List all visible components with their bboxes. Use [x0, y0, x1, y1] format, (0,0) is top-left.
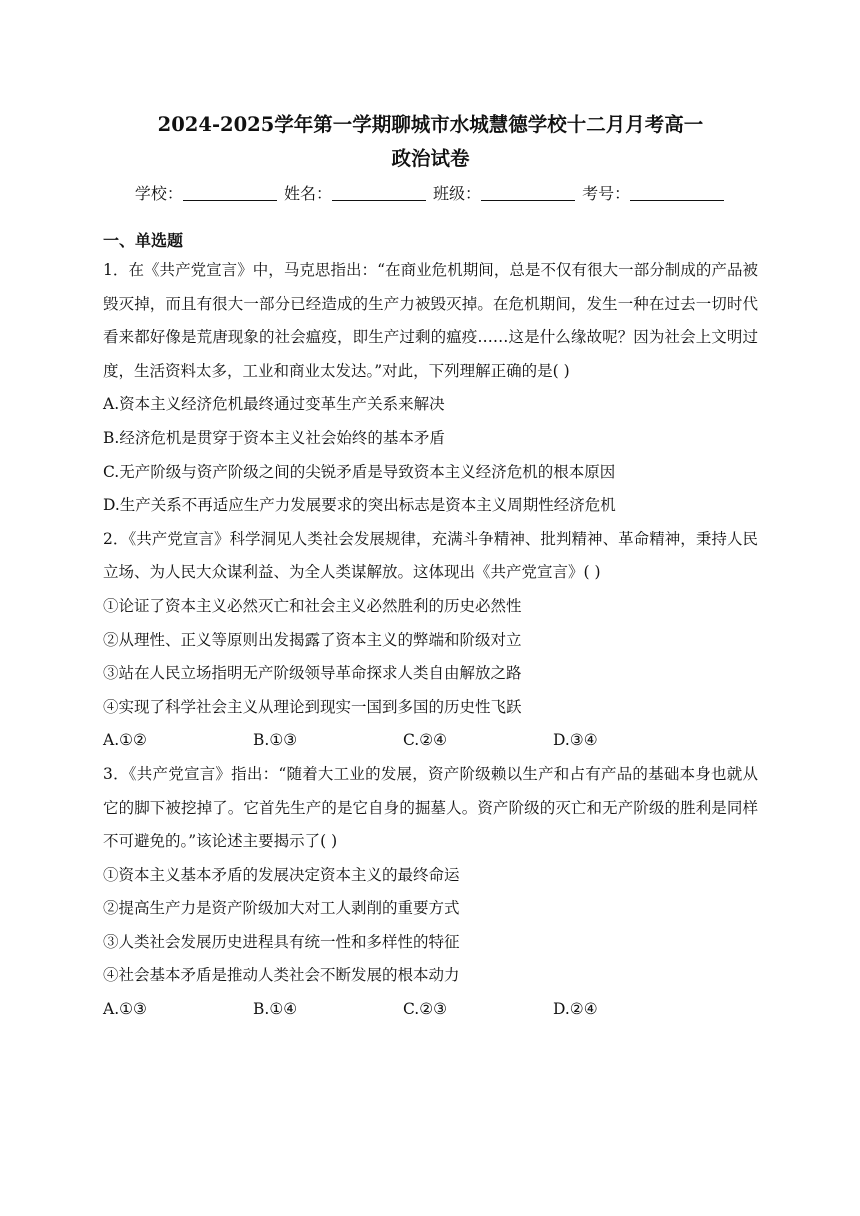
- student-info-line: [103, 180, 758, 208]
- question-3: [103, 758, 758, 1027]
- question-2-option-a[interactable]: A.①②: [103, 731, 147, 750]
- question-3-statement-4: ④社会基本矛盾是推动人类社会不断发展的根本动力: [103, 966, 460, 985]
- question-2-option-d[interactable]: D.③④: [553, 731, 598, 750]
- question-1-stem: 1．在《共产党宣言》中，马克思指出：“在商业危机期间，总是不仅有很大一部分制成的产品被毁灭掉，而且有很大一部分已经造成的生产力被毁灭掉。在危机期间，发生一种在过去一切时代看来都好像是荒唐现象的社会瘟疫，即生产过剩的瘟疫……这是什么缘故呢？因为社会上文明过度，生活资料太多，工业和商业太发达。”对此，下列理解正确的是( ): [103, 261, 758, 380]
- question-3-statement-1: ①资本主义基本矛盾的发展决定资本主义的最终命运: [103, 865, 460, 884]
- class-blank[interactable]: [481, 184, 575, 201]
- question-3-stem: 3．《共产党宣言》指出：“随着大工业的发展，资产阶级赖以生产和占有产品的基础本身也就从它的脚下被挖掉了。它首先生产的是它自身的掘墓人。资产阶级的灭亡和无产阶级的胜利是同样不可避免的。”该论述主要揭示了( ): [103, 764, 758, 851]
- question-1-choice-c[interactable]: C.无产阶级与资产阶级之间的尖锐矛盾是导致资本主义经济危机的根本原因: [103, 462, 616, 481]
- question-2-option-b[interactable]: B.①③: [253, 731, 298, 750]
- name-field[interactable]: [284, 180, 426, 208]
- exam-number-blank[interactable]: [630, 184, 724, 201]
- question-3-option-b[interactable]: B.①④: [253, 1000, 298, 1019]
- school-blank[interactable]: [183, 184, 277, 201]
- question-3-option-c[interactable]: C.②③: [403, 1000, 448, 1019]
- exam-number-field[interactable]: [582, 180, 724, 208]
- school-field[interactable]: [135, 180, 277, 208]
- question-3-statement-2: ②提高生产力是资产阶级加大对工人剥削的重要方式: [103, 899, 460, 918]
- question-2-options: [103, 724, 758, 758]
- question-3-option-a[interactable]: A.①③: [103, 1000, 147, 1019]
- question-3-statement-3: ③人类社会发展历史进程具有统一性和多样性的特征: [103, 932, 460, 951]
- question-1-choice-a[interactable]: A.资本主义经济危机最终通过变革生产关系来解决: [103, 395, 445, 414]
- question-3-option-d[interactable]: D.②④: [553, 1000, 598, 1019]
- question-1-choice-b[interactable]: B.经济危机是贯穿于资本主义社会始终的基本矛盾: [103, 428, 445, 447]
- exam-number-label: 考号：: [582, 184, 631, 203]
- exam-page: [103, 108, 758, 1027]
- name-blank[interactable]: [332, 184, 426, 201]
- question-2-statement-2: ②从理性、正义等原则出发揭露了资本主义的弊端和阶级对立: [103, 630, 522, 649]
- question-1-choice-d[interactable]: D.生产关系不再适应生产力发展要求的突出标志是资本主义周期性经济危机: [103, 496, 616, 515]
- exam-title-line1: 2024-2025学年第一学期聊城市水城慧德学校十二月月考高一: [157, 113, 704, 136]
- school-label: 学校：: [134, 184, 183, 203]
- question-2-statement-1: ①论证了资本主义必然灭亡和社会主义必然胜利的历史必然性: [103, 596, 522, 615]
- question-3-options: [103, 993, 758, 1027]
- class-label: 班级：: [433, 184, 482, 203]
- question-2-option-c[interactable]: C.②④: [403, 731, 448, 750]
- question-2: [103, 523, 758, 758]
- name-label: 姓名：: [283, 184, 332, 203]
- class-field[interactable]: [433, 180, 575, 208]
- question-2-statement-3: ③站在人民立场指明无产阶级领导革命探求人类自由解放之路: [103, 664, 522, 683]
- section-title: 一、单选题: [103, 231, 184, 250]
- question-2-statement-4: ④实现了科学社会主义从理论到现实一国到多国的历史性飞跃: [103, 697, 522, 716]
- exam-title-line2: 政治试卷: [391, 147, 470, 170]
- question-1: [103, 254, 758, 523]
- question-2-stem: 2．《共产党宣言》科学洞见人类社会发展规律，充满斗争精神、批判精神、革命精神，秉持人民立场、为人民大众谋利益、为全人类谋解放。这体现出《共产党宣言》( ): [103, 529, 758, 582]
